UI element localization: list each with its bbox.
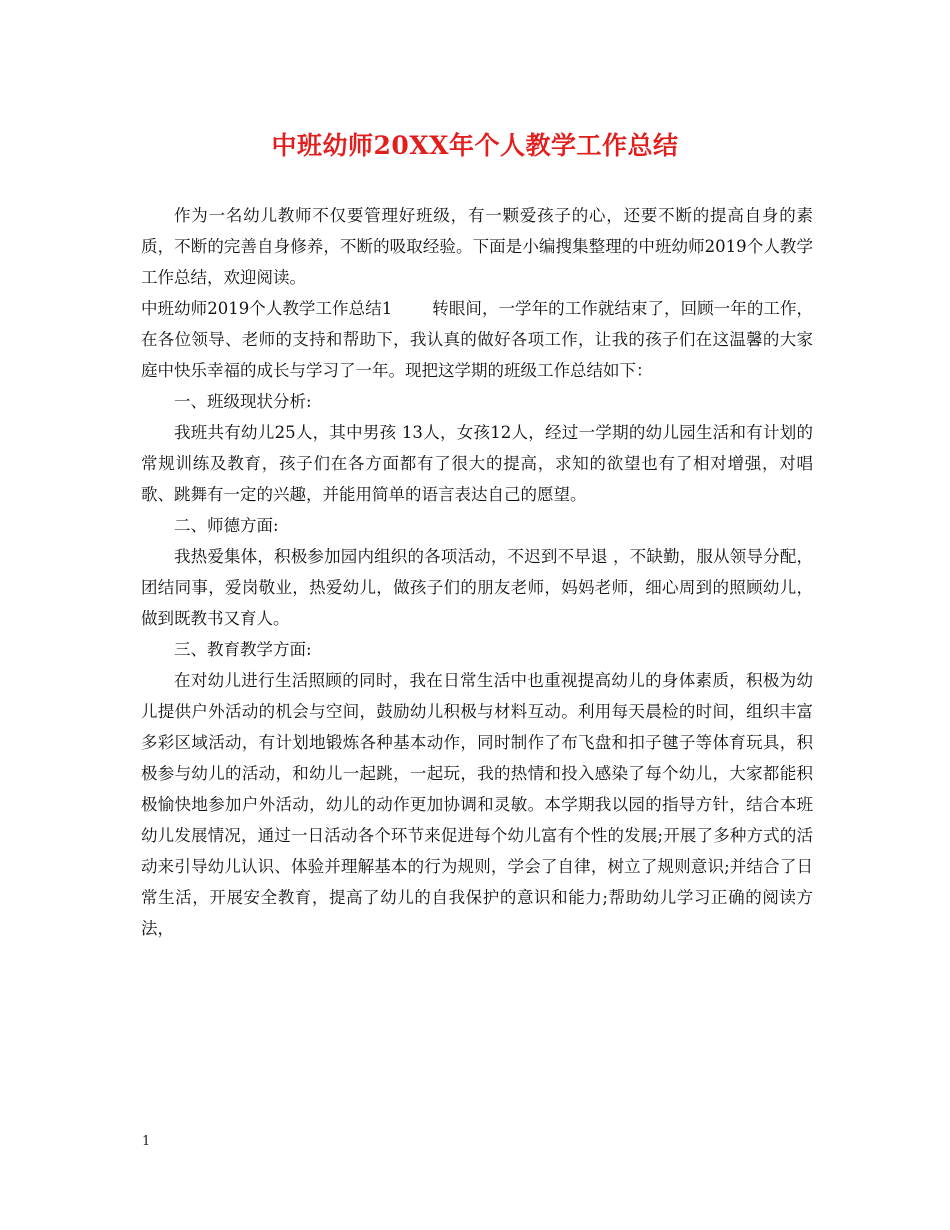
- section-heading: 中班幼师2019个人教学工作总结1: [141, 299, 393, 318]
- page-number: 1: [142, 1134, 151, 1149]
- paragraph-class-status: 我班共有幼儿25人，其中男孩 13人，女孩12人，经过一学期的幼儿园生活和有计划的常规训练及教育，孩子们在各方面都有了很大的提高，求知的欲望也有了相对增强，对唱歌、跳舞有一定的兴趣，并能用简单的语言表达自己的愿望。: [141, 423, 813, 504]
- section-paragraph: [141, 293, 813, 386]
- intro-paragraph: 作为一名幼儿教师不仅要管理好班级，有一颗爱孩子的心，还要不断的提高自身的素质，不断的完善自身修养，不断的吸取经验。下面是小编搜集整理的中班幼师2019个人教学工作总结，欢迎阅读。: [141, 206, 813, 287]
- heading-teacher-ethics: 二、师德方面:: [174, 516, 279, 535]
- paragraph-teacher-ethics: 我热爱集体，积极参加园内组织的各项活动，不迟到不早退 ，不缺勤，服从领导分配，团结同事，爱岗敬业，热爱幼儿，做孩子们的朋友老师，妈妈老师，细心周到的照顾幼儿，做到既教书又育人。: [141, 547, 813, 628]
- heading-class-status: 一、班级现状分析:: [174, 392, 312, 411]
- section-lead: 转眼间，一学年的工作就结束了，回顾一年的工作，在各位领导、老师的支持和帮助下，我认真的做好各项工作，让我的孩子们在这温馨的大家庭中快乐幸福的成长与学习了一年。现把这学期的班级工作总结如下：: [141, 299, 813, 380]
- document-title: 中班幼师20XX年个人教学工作总结: [271, 131, 679, 160]
- document-body: [141, 200, 813, 944]
- paragraph-teaching: 在对幼儿进行生活照顾的同时，我在日常生活中也重视提高幼儿的身体素质，积极为幼儿提供户外活动的机会与空间，鼓励幼儿积极与材料互动。利用每天晨检的时间，组织丰富多彩区域活动，有计划地锻炼各种基本动作，同时制作了布飞盘和扣子毽子等体育玩具，积极参与幼儿的活动，和幼儿一起跳，一起玩，我的热情和投入感染了每个幼儿，大家都能积极愉快地参加户外活动，幼儿的动作更加协调和灵敏。本学期我以园的指导方针，结合本班幼儿发展情况，通过一日活动各个环节来促进每个幼儿富有个性的发展;开展了多种方式的活动来引导幼儿认识、体验并理解基本的行为规则，学会了自律，树立了规则意识;并结合了日常生活，开展安全教育，提高了幼儿的自我保护的意识和能力;帮助幼儿学习正确的阅读方法，: [141, 671, 813, 938]
- heading-teaching: 三、教育教学方面:: [174, 640, 312, 659]
